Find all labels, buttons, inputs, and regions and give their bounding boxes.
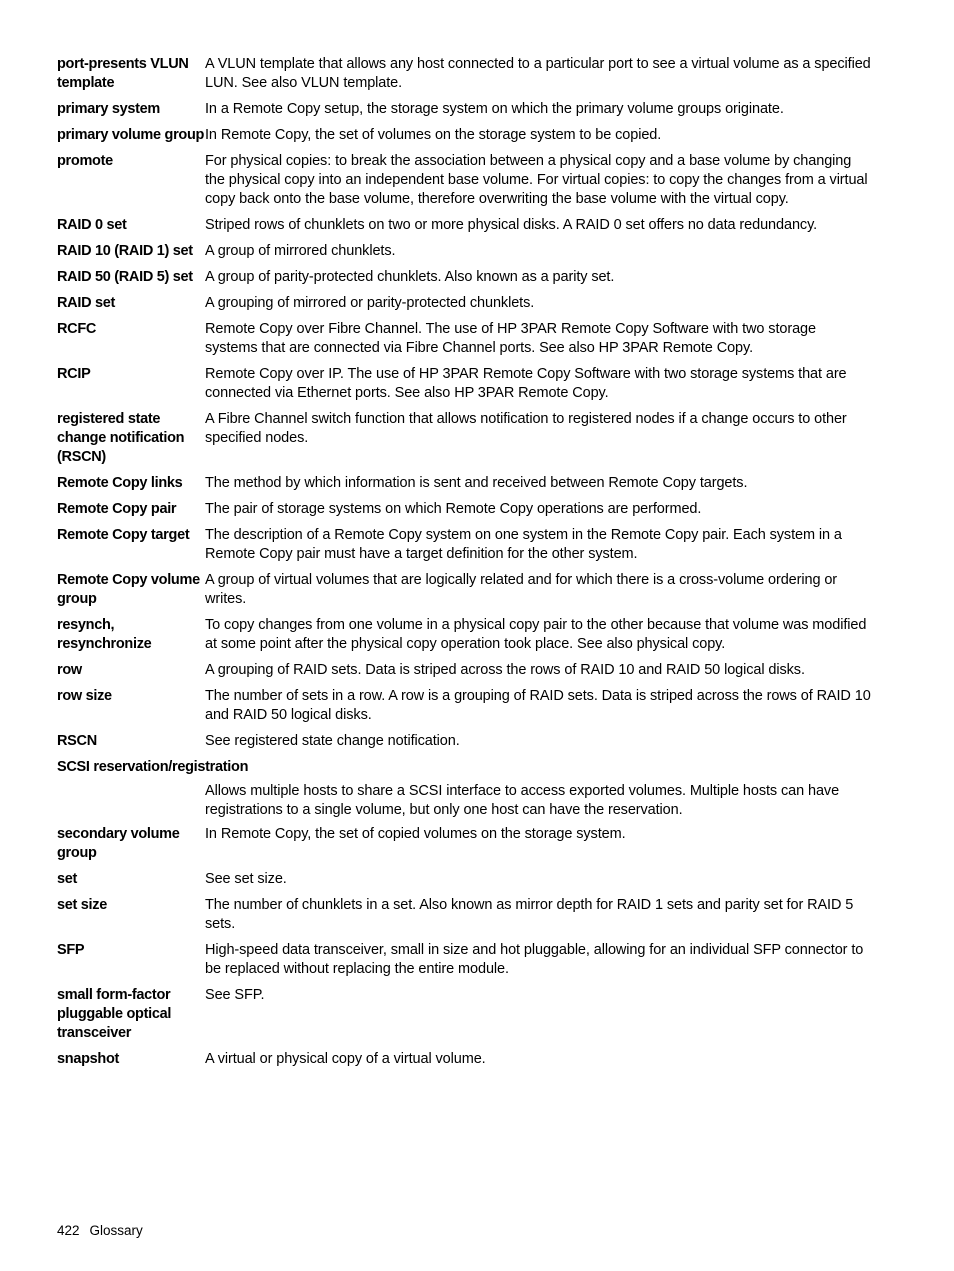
glossary-entry	[57, 986, 872, 1043]
glossary-entry	[57, 526, 872, 564]
glossary-definition: The number of chunklets in a set. Also known as mirror depth for RAID 1 sets and parity set for RAID 5 sets.	[205, 897, 854, 932]
glossary-definition: A VLUN template that allows any host connected to a particular port to see a virtual volume as a specified LUN. See also VLUN template.	[205, 56, 871, 91]
glossary-term: snapshot	[57, 1051, 120, 1067]
glossary-definition: The method by which information is sent and received between Remote Copy targets.	[205, 475, 748, 491]
glossary-definition: In Remote Copy, the set of copied volumes on the storage system.	[205, 826, 626, 842]
glossary-definition: Remote Copy over IP. The use of HP 3PAR Remote Copy Software with two storage systems that are connected via Ethernet ports. See also HP 3PAR Remote Copy.	[205, 366, 847, 401]
glossary-entry	[57, 320, 872, 358]
glossary-term: set	[57, 871, 78, 887]
glossary-entry	[57, 661, 872, 680]
glossary-entry	[57, 474, 872, 493]
glossary-entry	[57, 870, 872, 889]
glossary-entry	[57, 687, 872, 725]
glossary-term: row size	[57, 688, 112, 704]
glossary-term: set size	[57, 897, 107, 913]
footer-section-title: Glossary	[89, 1223, 143, 1238]
glossary-definition: A Fibre Channel switch function that allows notification to registered nodes if a change occurs to other specified nodes.	[205, 411, 847, 446]
glossary-term: Remote Copy pair	[57, 501, 177, 517]
glossary-term: primary volume group	[57, 127, 205, 143]
glossary-definition: To copy changes from one volume in a physical copy pair to the other because that volume was modified at some point after the physical copy operation took place. See also physical copy.	[205, 617, 867, 652]
glossary-term: Remote Copy volume group	[57, 572, 200, 607]
glossary-entry	[57, 941, 872, 979]
glossary-entry	[57, 365, 872, 403]
glossary-term: RAID set	[57, 295, 116, 311]
glossary-term: RSCN	[57, 733, 97, 749]
glossary-entry	[57, 242, 872, 261]
glossary-term: SFP	[57, 942, 85, 958]
glossary-definition: The description of a Remote Copy system on one system in the Remote Copy pair. Each system in a Remote Copy pair must have a target definition for the other system.	[205, 527, 842, 562]
glossary-definition: A group of mirrored chunklets.	[205, 243, 396, 259]
glossary-entry	[57, 896, 872, 934]
glossary-entry	[57, 1050, 872, 1069]
glossary-entry	[57, 294, 872, 313]
glossary-entry	[57, 152, 872, 209]
glossary-entry	[57, 616, 872, 654]
glossary-definition: The number of sets in a row. A row is a grouping of RAID sets. Data is striped across the rows of RAID 10 and RAID 50 logical disks.	[205, 688, 871, 723]
glossary-definition: A group of parity-protected chunklets. Also known as a parity set.	[205, 269, 615, 285]
glossary-entry	[57, 216, 872, 235]
glossary-term: secondary volume group	[57, 826, 180, 861]
glossary-term: SCSI reservation/registration	[57, 759, 249, 775]
glossary-definition: Allows multiple hosts to share a SCSI interface to access exported volumes. Multiple hosts can have registrations to a single volume, but only one host can have the reservation.	[205, 783, 840, 818]
glossary-entry	[57, 126, 872, 145]
glossary-term: promote	[57, 153, 113, 169]
glossary-definition: See set size.	[205, 871, 287, 887]
glossary-definition: In a Remote Copy setup, the storage system on which the primary volume groups originate.	[205, 101, 784, 117]
glossary-definition: See SFP.	[205, 987, 265, 1003]
glossary-definition: For physical copies: to break the association between a physical copy and a base volume by changing the physical copy into an independent base volume. For virtual copies: to copy the changes from a virtual copy back onto the base volume, therefore overwriting the base volume with the virtual copy.	[205, 153, 868, 207]
glossary-entry	[57, 758, 872, 820]
glossary-entry	[57, 500, 872, 519]
glossary-list	[57, 55, 872, 1076]
glossary-entry	[57, 410, 872, 467]
glossary-term: row	[57, 662, 82, 678]
glossary-definition: A grouping of mirrored or parity-protected chunklets.	[205, 295, 535, 311]
page-number: 422	[57, 1223, 80, 1238]
glossary-entry	[57, 732, 872, 751]
glossary-definition: The pair of storage systems on which Remote Copy operations are performed.	[205, 501, 702, 517]
glossary-term: RCIP	[57, 366, 91, 382]
page-footer	[57, 1222, 143, 1240]
glossary-definition: In Remote Copy, the set of volumes on the storage system to be copied.	[205, 127, 662, 143]
glossary-entry	[57, 100, 872, 119]
glossary-term: resynch, resynchronize	[57, 617, 152, 652]
glossary-entry	[57, 55, 872, 93]
glossary-term: small form-factor pluggable optical transceiver	[57, 987, 172, 1041]
glossary-term: RAID 0 set	[57, 217, 127, 233]
glossary-term: RAID 50 (RAID 5) set	[57, 269, 193, 285]
glossary-entry	[57, 268, 872, 287]
glossary-entry	[57, 571, 872, 609]
glossary-definition: A group of virtual volumes that are logically related and for which there is a cross-volume ordering or writes.	[205, 572, 838, 607]
glossary-term: Remote Copy target	[57, 527, 190, 543]
glossary-definition: Striped rows of chunklets on two or more physical disks. A RAID 0 set offers no data redundancy.	[205, 217, 818, 233]
glossary-term: registered state change notification (RSCN)	[57, 411, 185, 465]
glossary-definition: Remote Copy over Fibre Channel. The use of HP 3PAR Remote Copy Software with two storage systems that are connected via Fibre Channel ports. See also HP 3PAR Remote Copy.	[205, 321, 816, 356]
glossary-term: port-presents VLUN template	[57, 56, 189, 91]
glossary-definition: A virtual or physical copy of a virtual volume.	[205, 1051, 486, 1067]
glossary-definition: See registered state change notification.	[205, 733, 460, 749]
glossary-definition: High-speed data transceiver, small in size and hot pluggable, allowing for an individual SFP connector to be replaced without replacing the entire module.	[205, 942, 864, 977]
glossary-term: primary system	[57, 101, 160, 117]
glossary-term: Remote Copy links	[57, 475, 183, 491]
glossary-definition: A grouping of RAID sets. Data is striped across the rows of RAID 10 and RAID 50 logical disks.	[205, 662, 805, 678]
glossary-term: RCFC	[57, 321, 97, 337]
glossary-entry	[57, 825, 872, 863]
glossary-term: RAID 10 (RAID 1) set	[57, 243, 193, 259]
